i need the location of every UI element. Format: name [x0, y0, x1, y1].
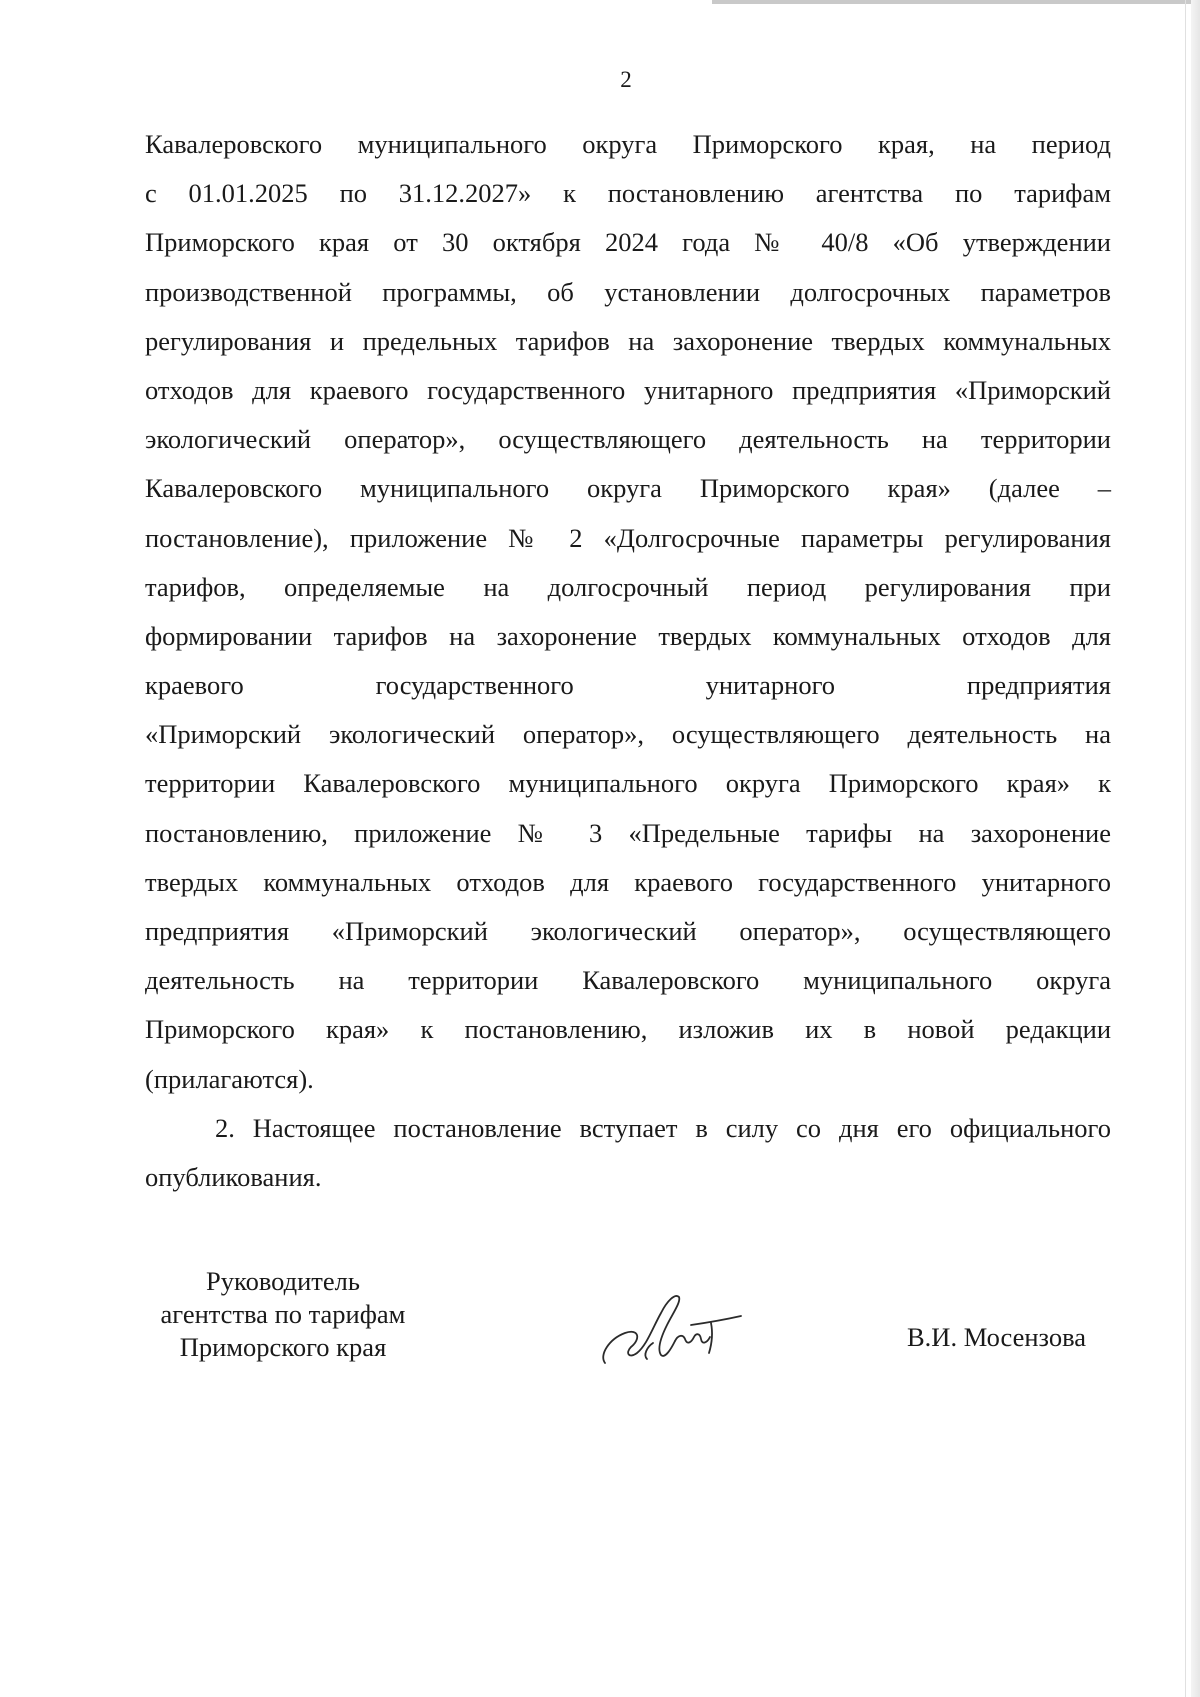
text-line: Приморского края от 30 октября 2024 года № 40/8 «Об утверждении: [145, 227, 1111, 258]
page-number: 2: [620, 67, 632, 92]
text-line: Кавалеровского муниципального округа Приморского края» (далее –: [145, 473, 1111, 504]
text-line: территории Кавалеровского муниципального округа Приморского края» к: [145, 768, 1111, 799]
signatory-title: [138, 1265, 428, 1364]
paragraph-2: [145, 1104, 1111, 1202]
text-line: постановление), приложение № 2 «Долгосрочные параметры регулирования: [145, 522, 1111, 553]
scan-edge-top: [712, 0, 1200, 4]
text-line: краевого государственного унитарного предприятия: [145, 670, 1111, 701]
paragraph-1: [145, 120, 1111, 1104]
text-line: «Приморский экологический оператор», осуществляющего деятельность на: [145, 719, 1111, 750]
signatory-title-line: Приморского края: [179, 1332, 387, 1362]
text-line: (прилагаются).: [145, 1063, 314, 1094]
signatory-name: В.И. Мосензова: [907, 1322, 1087, 1352]
text-line: опубликования.: [145, 1161, 322, 1192]
scan-edge-right-line: [1185, 0, 1186, 1697]
text-line: постановлению, приложение № 3 «Предельные тарифы на захоронение: [145, 817, 1111, 848]
text-line: формировании тарифов на захоронение твердых коммунальных отходов для: [145, 620, 1111, 651]
text-line: производственной программы, об установлении долгосрочных параметров: [145, 276, 1111, 307]
text-line: твердых коммунальных отходов для краевого государственного унитарного: [145, 866, 1111, 897]
text-line: Приморского края» к постановлению, изложив их в новой редакции: [145, 1014, 1111, 1045]
text-line: предприятия «Приморский экологический оператор», осуществляющего: [145, 916, 1111, 946]
text-line: Кавалеровского муниципального округа Приморского края, на период: [145, 129, 1111, 159]
text-line: тарифов, определяемые на долгосрочный период регулирования при: [145, 571, 1111, 602]
text-line: регулирования и предельных тарифов на захоронение твердых коммунальных: [145, 325, 1111, 356]
handwritten-signature: [595, 1283, 755, 1378]
text-line: экологический оператор», осуществляющего деятельность на территории: [145, 424, 1111, 455]
signatory-title-line: агентства по тарифам: [160, 1299, 406, 1329]
text-line: с 01.01.2025 по 31.12.2027» к постановлению агентства по тарифам: [145, 178, 1111, 209]
scan-edge-right: [1191, 0, 1200, 1697]
text-line: отходов для краевого государственного унитарного предприятия «Приморский: [145, 374, 1111, 405]
signatory-title-line: Руководитель: [206, 1266, 360, 1296]
text-line: деятельность на территории Кавалеровского муниципального округа: [145, 965, 1111, 996]
text-line: 2. Настоящее постановление вступает в силу со дня его официального: [215, 1112, 1111, 1143]
document-body: [145, 120, 1111, 1202]
